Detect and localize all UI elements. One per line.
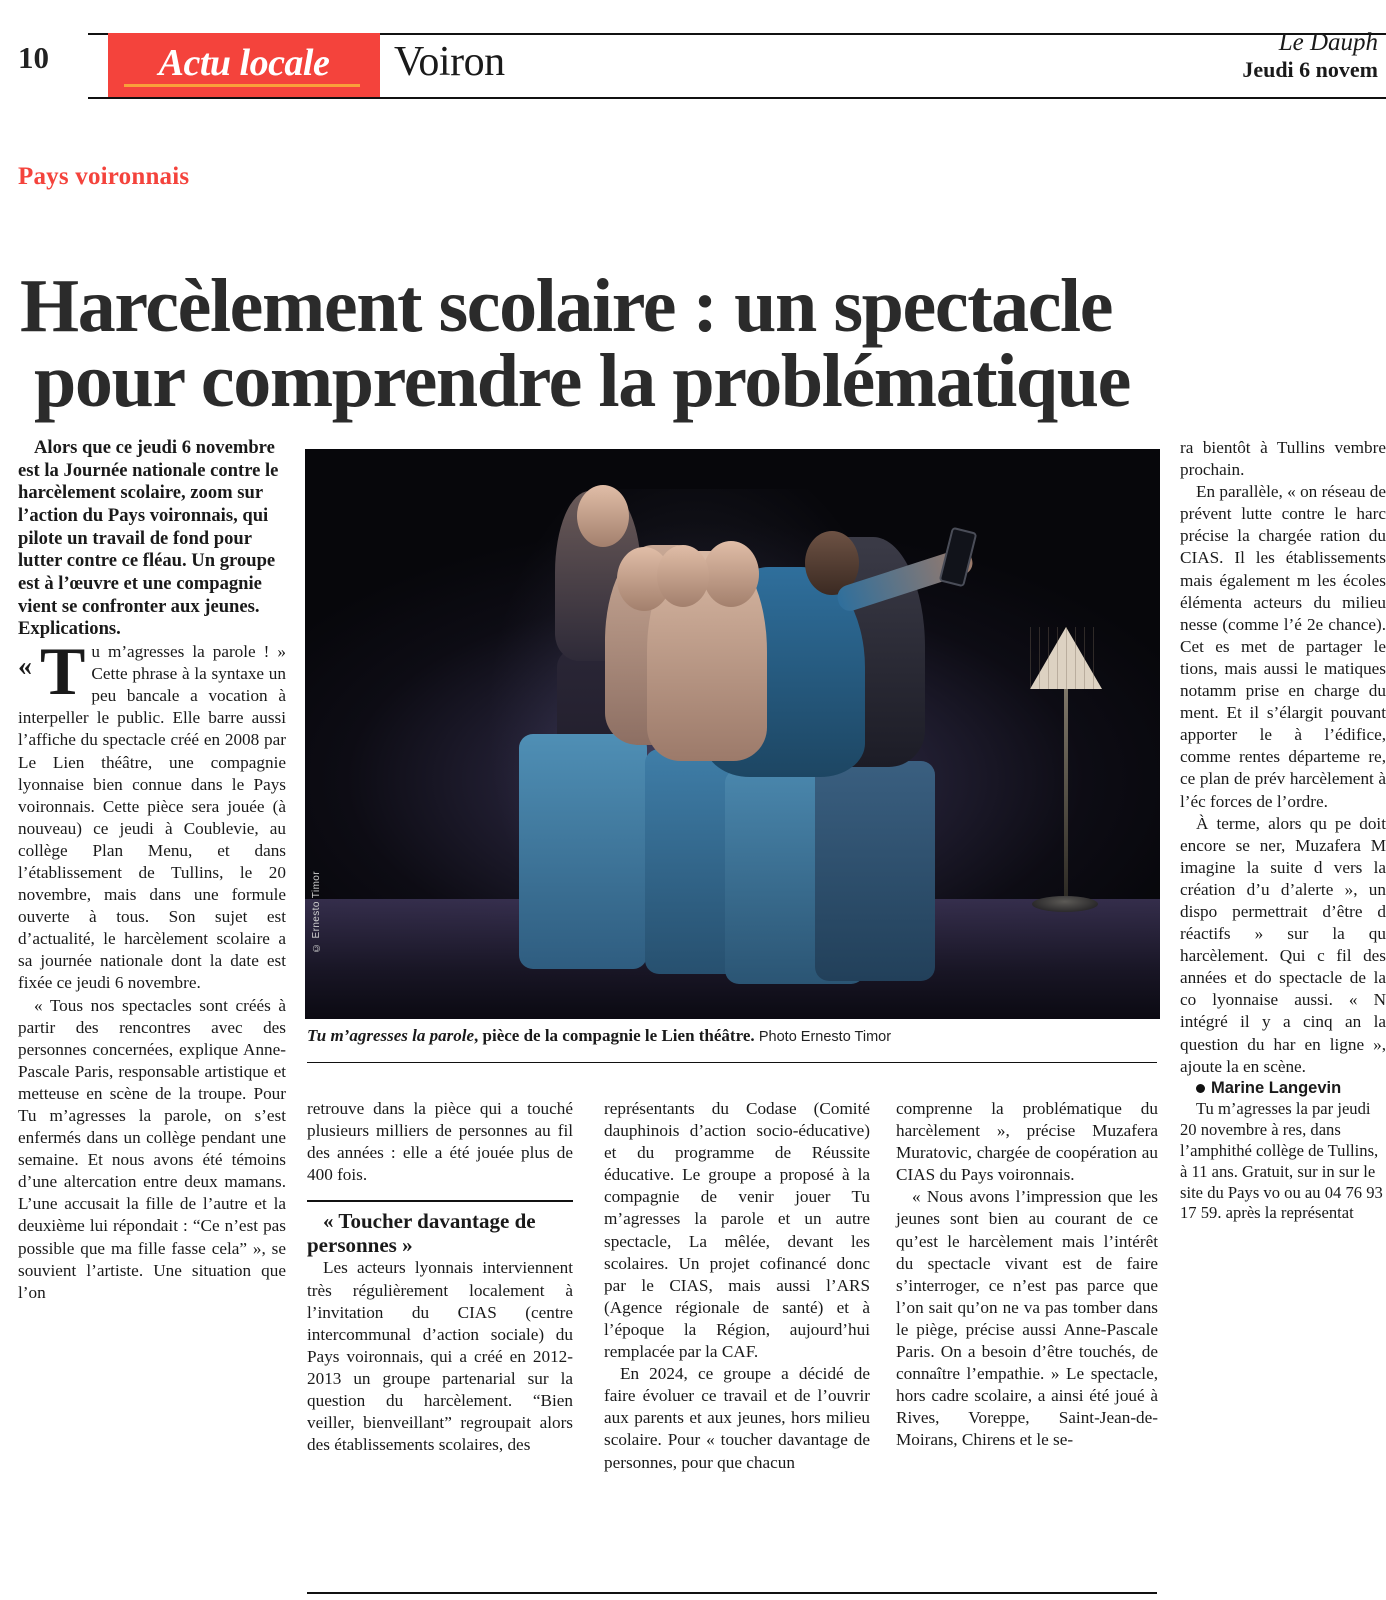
column-1 xyxy=(18,437,286,1304)
photo-credit-vertical: © Ernesto Timor xyxy=(311,870,322,953)
column-5-paragraph-3: À terme, alors qu pe doit encore se ner, Muzafera M imagine la suite d vers la création d’u d’alerte », un dispo permettrait d’être d réactifs » sur la qu harcèlement. Qui c fil des années et do spectacle de la co lyonnaise aussi. « N intégré il y a cinq an la question du har en ligne », ajoute la en scène. xyxy=(1180,813,1386,1076)
page-number: 10 xyxy=(18,40,49,75)
paper-date: Jeudi 6 novem xyxy=(1242,57,1378,82)
caption-title: Tu m’agresses la parole xyxy=(307,1026,475,1045)
section-locality: Voiron xyxy=(394,39,505,85)
page-title xyxy=(20,263,1366,424)
column-4-paragraph-2: « Nous avons l’impression que les jeunes sont bien au courant de ce qu’est le harcèlement mais l’intérêt du spectacle vivant est de faire s’interroger, ce n’est pas parce que l’on sait qu’on ne va pas tomber dans le piège, précise aussi Anne-Pascale Paris. On a besoin d’être touchés, de connaître l’empathie. » Le spectacle, hors cadre scolaire, a ainsi été joué à Rives, Voreppe, Saint-Jean-de-Moirans, Chirens et le se- xyxy=(896,1187,1158,1450)
subhead-rule xyxy=(307,1200,573,1202)
section-badge xyxy=(108,33,380,97)
practical-info-box: Tu m’agresses la par jeudi 20 novembre à res, dans l’amphithé collège de Tullins, à 11 ans. Gratuit, sur in sur le site du Pays vo ou au 04 76 93 17 59. après la représentat xyxy=(1180,1098,1383,1223)
column-2-paragraph-1: retrouve dans la pièce qui a touché plusieurs milliers de personnes au fil des années : elle a été jouée plus de 400 fois. xyxy=(307,1099,573,1185)
actor-5-legs xyxy=(815,761,935,981)
caption-rule xyxy=(307,1062,1157,1063)
article-photo xyxy=(305,449,1160,1019)
column-3 xyxy=(604,1098,870,1474)
column-3-paragraph-2: En 2024, ce groupe a décidé de faire évoluer ce travail et de l’ouvrir aux parents et aux jeunes, hors milieu scolaire. Pour « toucher davantage de personnes, pour que chacun xyxy=(604,1364,870,1472)
article-lead: Alors que ce jeudi 6 novembre est la Journée nationale contre le harcèlement scolaire, zoom sur l’action du Pays voironnais, qui pilote un travail de fond pour lutter contre ce fléau. Un groupe est à l’œuvre et une compagnie vient se confronter aux jeunes. Explications. xyxy=(18,437,279,640)
column-4 xyxy=(896,1098,1158,1452)
photo-caption xyxy=(307,1026,1157,1046)
column-3-paragraph-1: représentants du Codase (Comité dauphinois d’action socio-éducative) et du programme de Réussite éducative. Le groupe a proposé à la compagnie de venir jouer Tu m’agresses la parole et un autre spectacle, La mêlée, devant les scolaires. Un projet cofinancé donc par le CIAS, mais aussi l’ARS (Agence régionale de santé) et à l’époque la Région, aujourd’hui remplacée par la CAF. xyxy=(604,1099,870,1362)
headline-line-1: Harcèlement scolaire : un spectacle xyxy=(20,263,1113,348)
bottom-rule xyxy=(307,1592,1157,1594)
dropcap-block xyxy=(18,633,286,995)
actor-2-legs xyxy=(519,734,647,969)
article-author xyxy=(1180,1078,1386,1099)
paper-name: Le Dauph xyxy=(1278,29,1378,56)
actor-4-head xyxy=(703,541,759,607)
caption-credit: Photo Ernesto Timor xyxy=(758,1029,892,1045)
actor-3-head xyxy=(657,545,709,607)
column-5 xyxy=(1180,437,1386,1224)
column-4-paragraph-1: comprenne la problématique du harcèlement », précise Muzafera Muratovic, chargée de coopération au CIAS du Pays voironnais. xyxy=(896,1099,1158,1185)
masthead xyxy=(0,0,1386,100)
column-2-paragraph-2: Les acteurs lyonnais interviennent très régulièrement localement à l’invitation du CIAS (centre intercommunal d’action sociale) du Pays voironnais, qui a créé en 2012-2013 un groupe partenarial sur la question du harcèlement. “Bien veiller, bienveillant” regroupait alors des établissements scolaires, des xyxy=(307,1258,573,1455)
section-badge-label: Actu locale xyxy=(158,42,330,84)
opening-quote: « xyxy=(18,651,32,683)
masthead-rule-bottom xyxy=(88,97,1386,99)
lamp-shade-icon xyxy=(1030,627,1102,689)
column-5-paragraph-1: ra bientôt à Tullins vembre prochain. xyxy=(1180,438,1386,480)
article-kicker: Pays voironnais xyxy=(18,163,190,190)
column-2 xyxy=(307,1098,573,1456)
actor-1-head xyxy=(577,485,629,547)
section-badge-underline xyxy=(124,84,360,87)
column-1-paragraph-2: « Tous nos spectacles sont créés à partir des rencontres avec des personnes concernées, explique Anne-Pascale Paris, responsable artistique et metteuse en scène de la troupe. Pour Tu m’agresses la parole, on s’est enfermés dans un collège pendant une semaine. Et nous avons été témoins d’une altercation entre deux mamans. L’une accusait la fille de l’autre et la deuxième lui répondait : “Ce n’est pas possible que ma fille fasse cela” », se souvient l’artiste. Une situation que l’on xyxy=(18,995,286,1302)
caption-rest: , pièce de la compagnie le Lien théâtre. xyxy=(474,1026,755,1045)
author-bullet-icon xyxy=(1196,1084,1205,1093)
dropcap-letter: T xyxy=(40,633,86,710)
column-2-subhead: « Toucher davantage de personnes » xyxy=(307,1209,536,1257)
headline-line-2: pour comprendre la problématique xyxy=(34,339,1130,424)
author-name: Marine Langevin xyxy=(1211,1078,1342,1097)
column-1-paragraph-1: u m’agresses la parole ! » Cette phrase à la syntaxe un peu bancale a vocation à interpeller le public. Elle barre aussi l’affiche du spectacle créé en 2008 par Le Lien théâtre, une compagnie lyonnaise bien connue dans le Pays voironnais. Cette pièce sera jouée (à nouveau) ce jeudi à Coublevie, au collège Plan Menu, et dans l’établissement de Tullins, le 20 novembre, mais dans une formule ouverte à tous. Son sujet est d’actualité, le harcèlement scolaire a sa journée nationale dont la date est fixée ce jeudi 6 novembre. xyxy=(18,642,286,993)
column-5-paragraph-2: En parallèle, « on réseau de prévent lutte contre le harc précise la chargée ration du CIAS. Il les établissements mais également m les écoles élémenta acteurs du milieu nesse (comme l’é 2e chance). Cet es met de partager le tions, mais aussi le matiques notamm prise en charge du ment. Et il s’élargit pouvant apporter le à l’édifice, comme rentes départeme re, ce plan de prév harcèlement à l’éc forces de l’ordre. xyxy=(1180,482,1386,811)
lamp-pole xyxy=(1064,689,1068,904)
lamp-base xyxy=(1032,896,1098,912)
